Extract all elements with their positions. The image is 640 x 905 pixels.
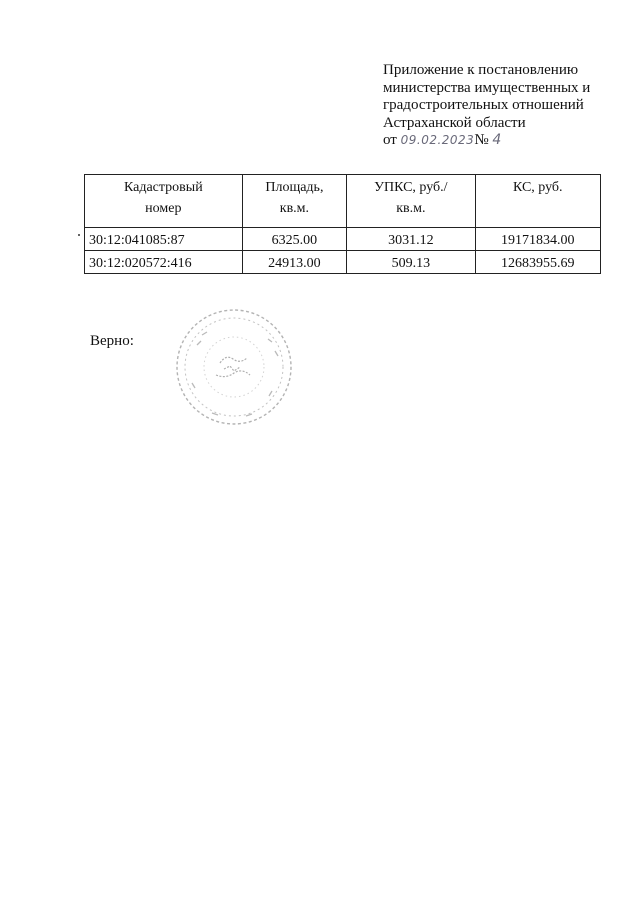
- verno-label: Верно:: [90, 333, 134, 349]
- table-header-row: [85, 175, 601, 228]
- table-row: [85, 228, 601, 251]
- scan-speck: [78, 234, 80, 236]
- appendix-line-3: градостроительных отношений: [383, 97, 584, 113]
- cell-upks: 3031.12: [347, 228, 475, 251]
- cadastral-table: [84, 174, 601, 274]
- cell-area: 24913.00: [242, 251, 346, 274]
- cell-ks: 12683955.69: [475, 251, 600, 274]
- round-seal-stamp-icon: [172, 305, 297, 430]
- table-row: [85, 251, 601, 274]
- appendix-date-line: [383, 132, 633, 150]
- cell-cadastral-number: 30:12:020572:416: [85, 251, 243, 274]
- cell-cadastral-number: 30:12:041085:87: [85, 228, 243, 251]
- handwritten-number: 4: [492, 132, 502, 148]
- header-cadastral-number: Кадастровый номер: [85, 175, 243, 228]
- date-prefix: от: [383, 132, 397, 148]
- cell-area: 6325.00: [242, 228, 346, 251]
- appendix-line-2: министерства имущественных и: [383, 79, 591, 96]
- header-area: Площадь, кв.м.: [242, 175, 346, 228]
- number-prefix: №: [474, 132, 489, 148]
- header-upks: УПКС, руб./кв.м.: [347, 175, 475, 228]
- appendix-line-1: Приложение к постановлению: [383, 62, 579, 78]
- cell-upks: 509.13: [347, 251, 475, 274]
- handwritten-date: 09.02.2023: [400, 133, 475, 147]
- appendix-header: [383, 62, 633, 150]
- header-ks: КС, руб.: [475, 175, 600, 228]
- cell-ks: 19171834.00: [475, 228, 600, 251]
- appendix-line-4: Астраханской области: [383, 114, 526, 131]
